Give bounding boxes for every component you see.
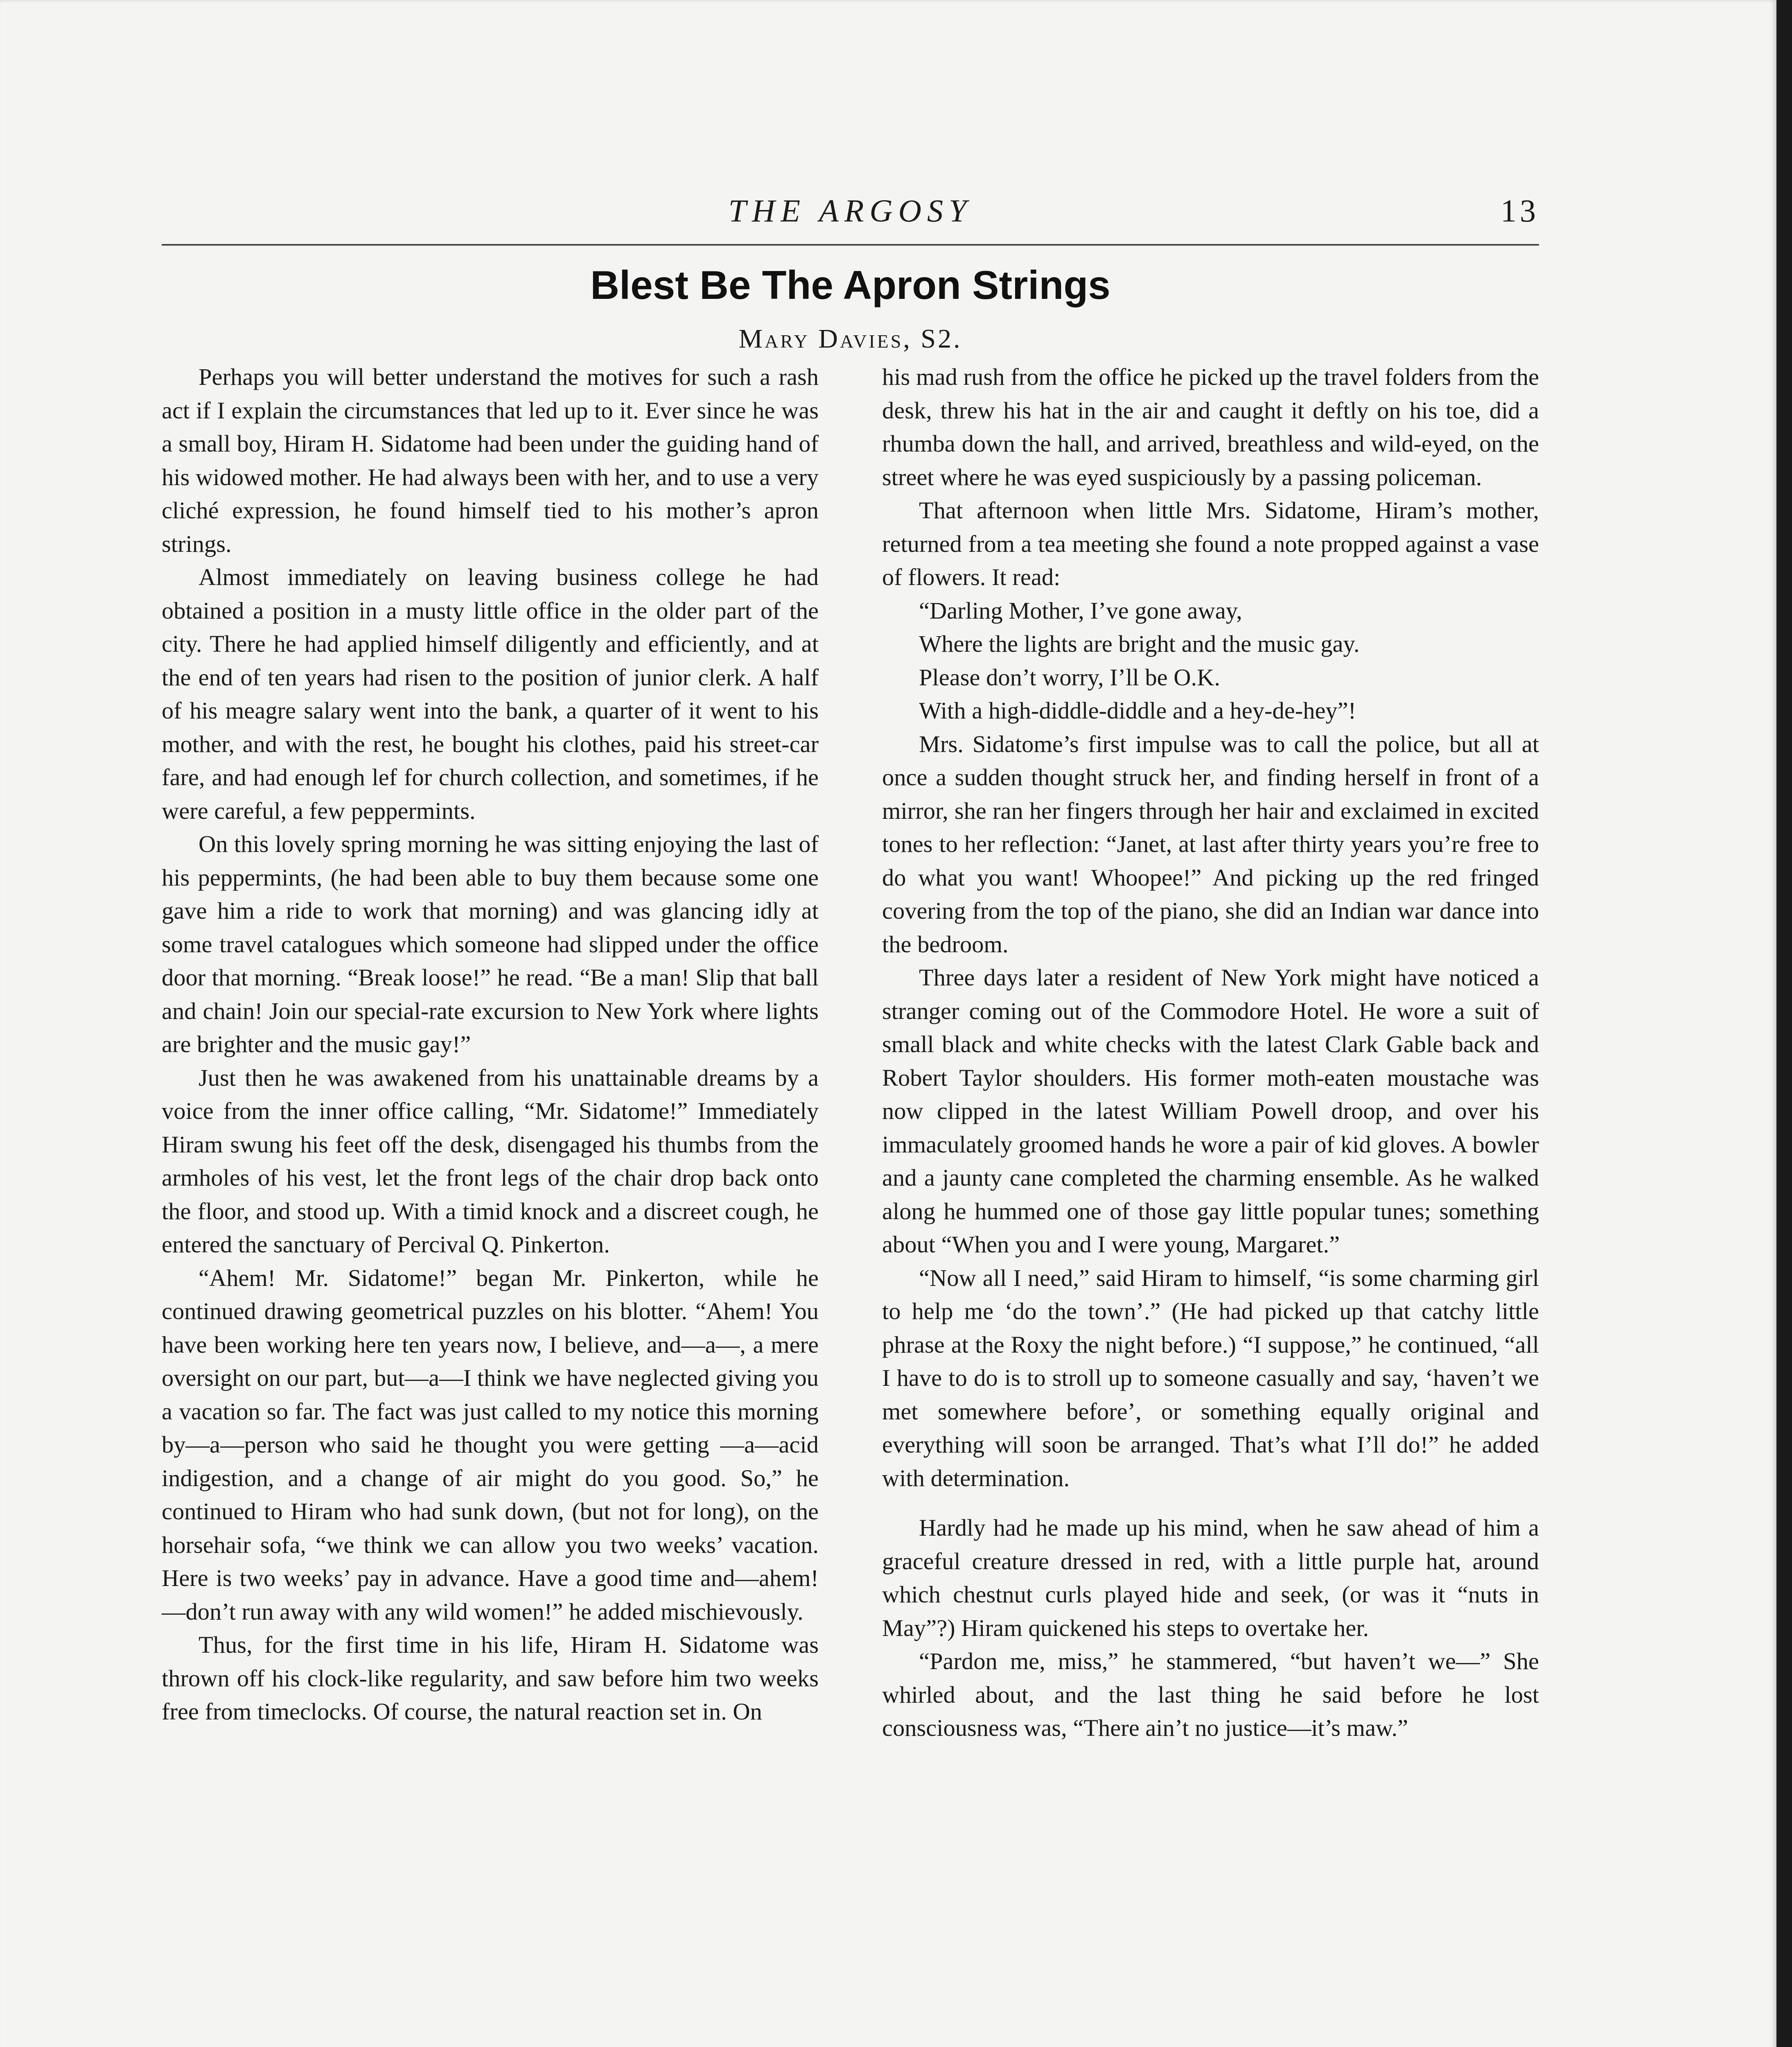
paragraph: On this lovely spring morning he was sitting enjoying the last of his peppermints, (he had been able to buy them because some one gave him a ride to work that morning) and was glancing idly at some travel catalogues which someone had slipped under the office door that morning. “Break loose!” he read. “Be a man! Slip that ball and chain! Join our special-rate excursion to New York where lights are brighter and the music gay!” <box>162 831 819 1057</box>
paragraph: Almost immediately on leaving business college he had obtained a position in a musty little office in the older part of the city. There he had applied himself diligently and efficiently, and at the end of ten years had risen to the position of junior clerk. A half of his meagre salary went into the bank, a quarter of it went to his mother, and with the rest, he bought his clothes, paid his street-car fare, and had enough lef for church collection, and sometimes, if he were careful, a few peppermints. <box>162 564 819 824</box>
page-number: 13 <box>1501 193 1539 228</box>
running-head <box>162 192 1539 237</box>
verse-line: “Darling Mother, I’ve gone away, <box>919 597 1242 624</box>
verse-line: With a high-diddle-diddle and a hey-de-hey”! <box>919 697 1356 724</box>
paragraph: Thus, for the first time in his life, Hiram H. Sidatome was thrown off his clock-like regularity, and saw before him two weeks free from timeclocks. Of course, the natural reaction set in. On <box>162 1631 819 1725</box>
paragraph: That afternoon when little Mrs. Sidatome, Hiram’s mother, returned from a tea meeting she found a note propped against a vase of flowers. It read: <box>882 497 1539 590</box>
paragraph: Three days later a resident of New York might have noticed a stranger coming out of the Commodore Hotel. He wore a suit of small black and white checks with the latest Clark Gable back and Robert Taylor shoulders. His former moth-eaten moustache was now clipped in the latest William Powell droop, and over his immaculately groomed hands he wore a pair of kid gloves. A bowler and a jaunty cane completed the charming ensemble. As he walked along he hummed one of those gay little popular tunes; something about “When you and I were young, Margaret.” <box>882 964 1539 1258</box>
byline: Mary Davies, S2. <box>738 324 962 354</box>
paragraph: Perhaps you will better understand the motives for such a rash act if I explain the circumstances that led up to it. Ever since he was a small boy, Hiram H. Sidatome had been under the guiding hand of his widowed mother. He had always been with her, and to use a very cliché expression, he found himself tied to his mother’s apron strings. <box>162 364 819 557</box>
verse-line: Where the lights are bright and the music gay. <box>919 630 1360 657</box>
paragraph: Just then he was awakened from his unattainable dreams by a voice from the inner office calling, “Mr. Sidatome!” Immediately Hiram swung his feet off the desk, disengaged his thumbs from the armholes of his vest, let the front legs of the chair drop back onto the floor, and stood up. With a timid knock and a discreet cough, he entered the sanctuary of Percival Q. Pinkerton. <box>162 1064 819 1258</box>
article-title: Blest Be The Apron Strings <box>590 262 1110 307</box>
paragraph: “Ahem! Mr. Sidatome!” began Mr. Pinkerton, while he continued drawing geometrical puzzles on his blotter. “Ahem! You have been working here ten years now, I believe, and—a—, a mere oversight on our part, but—a—I think we have neglected giving you a vacation so far. The fact was just called to my notice this morning by—a—person who said he thought you were getting —a—acid indigestion, and a change of air might do you good. So,” he continued to Hiram who had sunk down, (but not for long), on the horsehair sofa, “we think we can allow you two weeks’ vacation. Here is two weeks’ pay in advance. Have a good time and—ahem!—don’t run away with any wild women!” he added mischievously. <box>162 1264 819 1625</box>
header-rule <box>162 244 1539 246</box>
verse-line: Please don’t worry, I’ll be O.K. <box>919 664 1220 691</box>
paragraph: “Pardon me, miss,” he stammered, “but haven’t we—” She whirled about, and the last thing he said before he lost consciousness was, “There ain’t no justice—it’s maw.” <box>882 1648 1539 1741</box>
running-title: THE ARGOSY <box>728 193 973 228</box>
left-column <box>162 360 819 1728</box>
paragraph-continuation: his mad rush from the office he picked up the travel folders from the desk, threw his hat in the air and caught it deftly on his toe, did a rhumba down the hall, and arrived, breathless and wild-eyed, on the street where he was eyed suspiciously by a passing policeman. <box>882 364 1539 490</box>
paragraph: Mrs. Sidatome’s first impulse was to call the police, but all at once a sudden thought struck her, and finding herself in front of a mirror, she ran her fingers through her hair and exclaimed in excited tones to her reflection: “Janet, at last after thirty years you’re free to do what you want! Whoopee!” And picking up the red fringed covering from the top of the piano, she did an Indian war dance into the bedroom. <box>882 730 1539 958</box>
paragraph: Hardly had he made up his mind, when he saw ahead of him a graceful creature dressed in red, with a little purple hat, around which chestnut curls played hide and seek, (or was it “nuts in May”?) Hiram quickened his steps to overtake her. <box>882 1514 1539 1641</box>
paragraph: “Now all I need,” said Hiram to himself, “is some charming girl to help me ‘do the town’.” (He had picked up that catchy little phrase at the Roxy the night before.) “I suppose,” he continued, “all I have to do is to stroll up to someone casually and say, ‘haven’t we met somewhere before’, or something equally original and everything will soon be arranged. That’s what I’ll do!” he added with determination. <box>882 1264 1539 1491</box>
right-column <box>882 360 1539 1745</box>
